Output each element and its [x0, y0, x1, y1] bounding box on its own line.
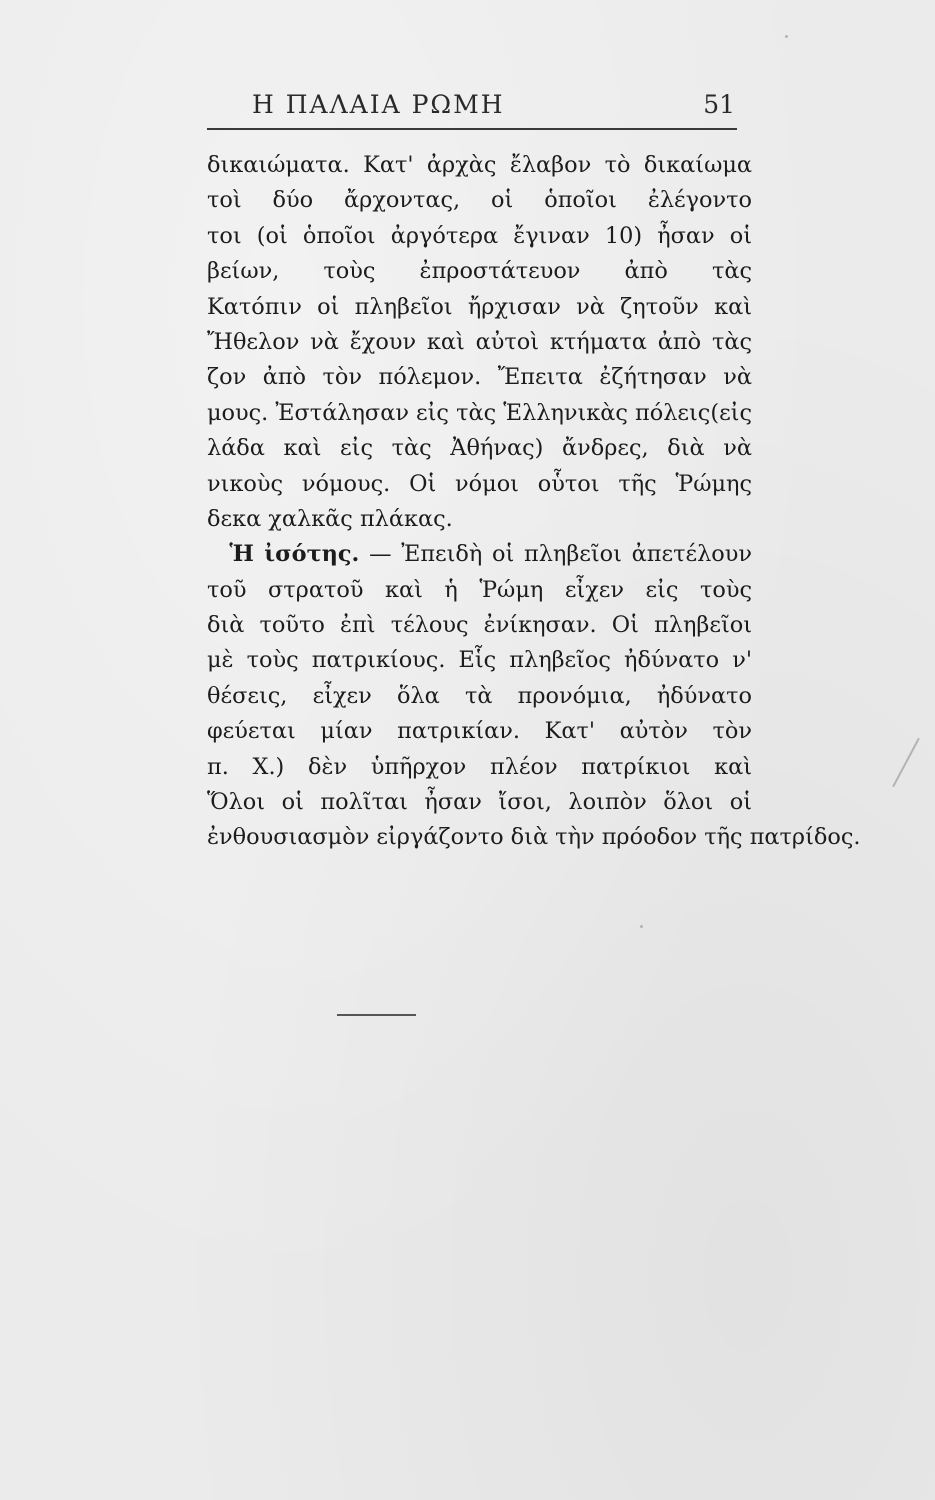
text-segment: τοὶ δύο ἄρχοντας, οἱ ὁποῖοι ἐλέγοντο — [207, 187, 752, 214]
header-rule — [207, 128, 737, 130]
text-line: μους. Ἐστάλησαν εἰς τὰς Ἑλληνικὰς πόλεις(εἰς — [207, 399, 752, 426]
text-line: Ὅλοι οἱ πολῖται ἦσαν ἴσοι, λοιπὸν ὅλοι οἱ — [207, 789, 752, 816]
text-segment: — Ἐπειδὴ οἱ πληβεῖοι ἀπετέλουν — [369, 541, 752, 568]
text-line: ζον ἀπὸ τὸν πόλεμον. Ἔπειτα ἐζήτησαν νὰ — [207, 364, 752, 391]
section-heading: Ἡ ἰσότης. — [229, 541, 360, 568]
text-line: τοῦ στρατοῦ καὶ ἡ Ῥώμη εἶχεν εἰς τοὺς — [207, 576, 752, 603]
text-line: ἐνθουσιασμὸν εἰργάζοντο διὰ τὴν πρόοδον τῆς πατρίδος. — [207, 824, 861, 851]
section-end-rule — [337, 1014, 416, 1016]
page-speck — [640, 925, 643, 928]
running-title: Η ΠΑΛΑΙΑ ΡΩΜΗ — [252, 90, 505, 119]
text-line: λάδα καὶ εἰς τὰς Ἀθήνας) ἄνδρες, διὰ νὰ — [207, 435, 752, 462]
page-number: 51 — [703, 90, 735, 119]
margin-pencil-mark — [892, 738, 920, 788]
text-line: δικαιώματα. Κατ' ἀρχὰς ἔλαβον τὸ δικαίωμα — [207, 152, 752, 178]
text-line: Ἤθελον νὰ ἔχουν καὶ αὐτοὶ κτήματα ἀπὸ τὰς — [207, 328, 752, 355]
running-head — [207, 86, 737, 126]
text-line: δεκα χαλκᾶς πλάκας. — [207, 505, 453, 532]
text-line: μὲ τοὺς πατρικίους. Εἷς πληβεῖος ἠδύνατο ν' — [207, 647, 752, 674]
text-line: βείων, τοὺς ἐπροστάτευον ἀπὸ τὰς — [207, 258, 752, 285]
page-speck — [785, 35, 788, 38]
body-text — [207, 148, 861, 856]
text-line: διὰ τοῦτο ἐπὶ τέλους ἐνίκησαν. Οἱ πληβεῖοι — [207, 612, 752, 639]
text-line: φεύεται μίαν πατρικίαν. Κατ' αὐτὸν τὸν — [207, 718, 752, 745]
text-line — [207, 183, 752, 218]
text-line: τοι (οἱ ὁποῖοι ἀργότερα ἔγιναν 10) ἦσαν οἱ — [207, 222, 752, 249]
text-line: θέσεις, εἶχεν ὅλα τὰ προνόμια, ἠδύνατο — [207, 682, 752, 709]
text-line: π. Χ.) δὲν ὑπῆρχον πλέον πατρίκιοι καὶ — [207, 753, 752, 780]
text-line: Κατόπιν οἱ πληβεῖοι ἤρχισαν νὰ ζητοῦν καὶ — [207, 293, 752, 320]
text-line: νικοὺς νόμους. Οἱ νόμοι οὗτοι τῆς Ῥώμης — [207, 470, 752, 497]
text-line — [207, 537, 752, 572]
